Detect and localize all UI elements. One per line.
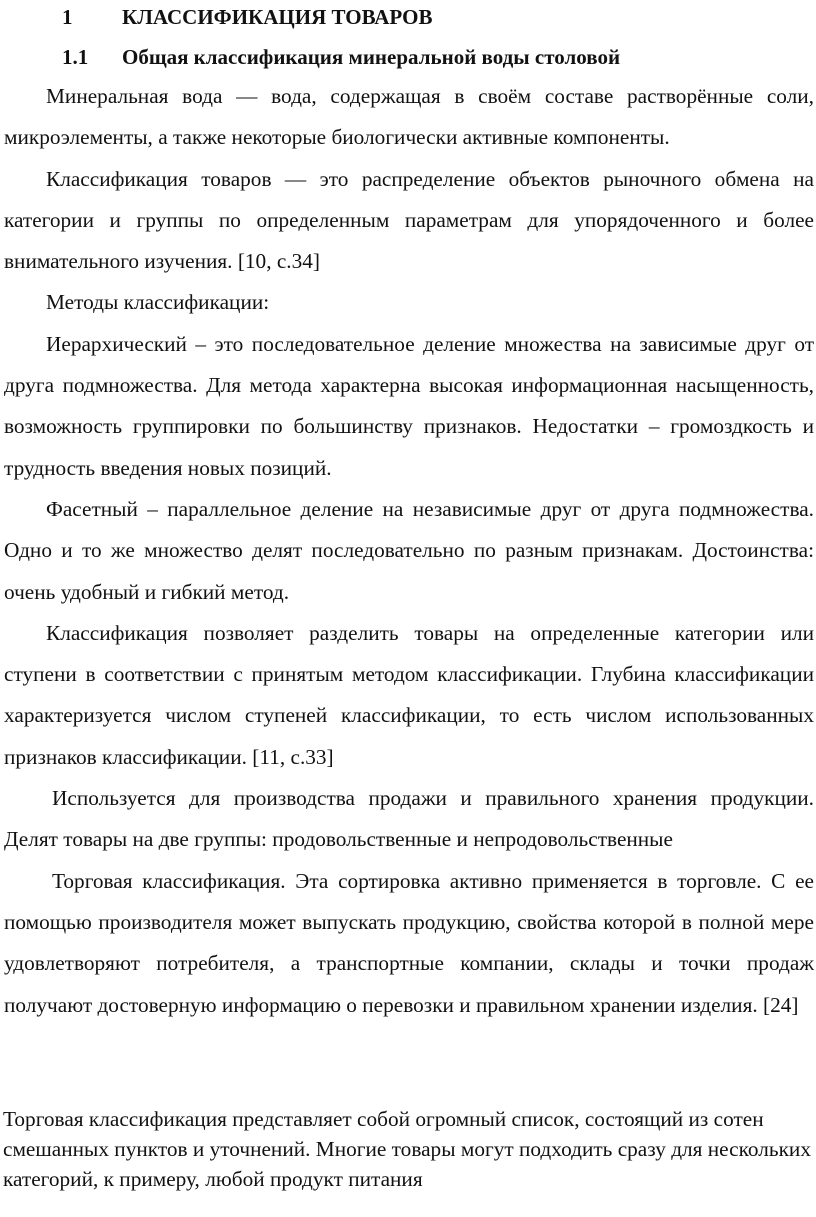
paragraph-mineral-water-definition: Минеральная вода — вода, содержащая в своём составе растворённые соли, микроэлементы, а также некоторые биологически активные компоненты. — [4, 84, 814, 150]
paragraph-classification-definition: Классификация товаров — это распределение объектов рыночного обмена на категории и группы по определенным параметрам для упорядоченного и более внимательного изучения. [10, с.34] — [4, 166, 814, 274]
section-heading — [62, 44, 620, 70]
chapter-title: КЛАССИФИКАЦИЯ ТОВАРОВ — [122, 5, 433, 29]
paragraph-hierarchical-method: Иерархический – это последовательное деление множества на зависимые друг от друга подмножества. Для метода характерна высокая информационная насыщенность, возможность группировки по большинству признаков. Недостатки – громоздкость и трудность введения новых позиций. — [4, 331, 814, 480]
paragraph-trade-classification-list: Торговая классификация представляет собой огромный список, состоящий из сотен смешанных пунктов и уточнений. Многие товары могут подходить сразу для нескольких категорий, к примеру, любой продукт питания — [3, 1107, 811, 1191]
paragraph-trade-classification: Торговая классификация. Эта сортировка активно применяется в торговле. С ее помощью производителя может выпускать продукцию, свойства которой в полной мере удовлетворяют потребителя, а транспортные компании, склады и точки продаж получают достоверную информацию о перевозки и правильном хранении изделия. [24] — [4, 868, 814, 1017]
chapter-number: 1 — [62, 5, 73, 29]
paragraph-product-groups: Используется для производства продажи и правильного хранения продукции. Делят товары на две группы: продовольственные и непродовольственные — [4, 786, 814, 852]
paragraph-methods-heading: Методы классификации: — [46, 290, 270, 315]
section-title: Общая классификация минеральной воды столовой — [122, 45, 621, 69]
final-paragraph-block — [3, 1104, 813, 1194]
section-number: 1.1 — [62, 45, 89, 69]
paragraph-classification-depth: Классификация позволяет разделить товары на определенные категории или ступени в соответствии с принятым методом классификации. Глубина классификации характеризуется числом ступеней классификации, то есть числом использованных признаков классификации. [11, с.33] — [4, 620, 814, 769]
chapter-heading — [62, 4, 432, 30]
body-text — [4, 76, 814, 1026]
paragraph-facet-method: Фасетный – параллельное деление на независимые друг от друга подмножества. Одно и то же множество делят последовательно по разным признакам. Достоинства: очень удобный и гибкий метод. — [4, 496, 814, 604]
